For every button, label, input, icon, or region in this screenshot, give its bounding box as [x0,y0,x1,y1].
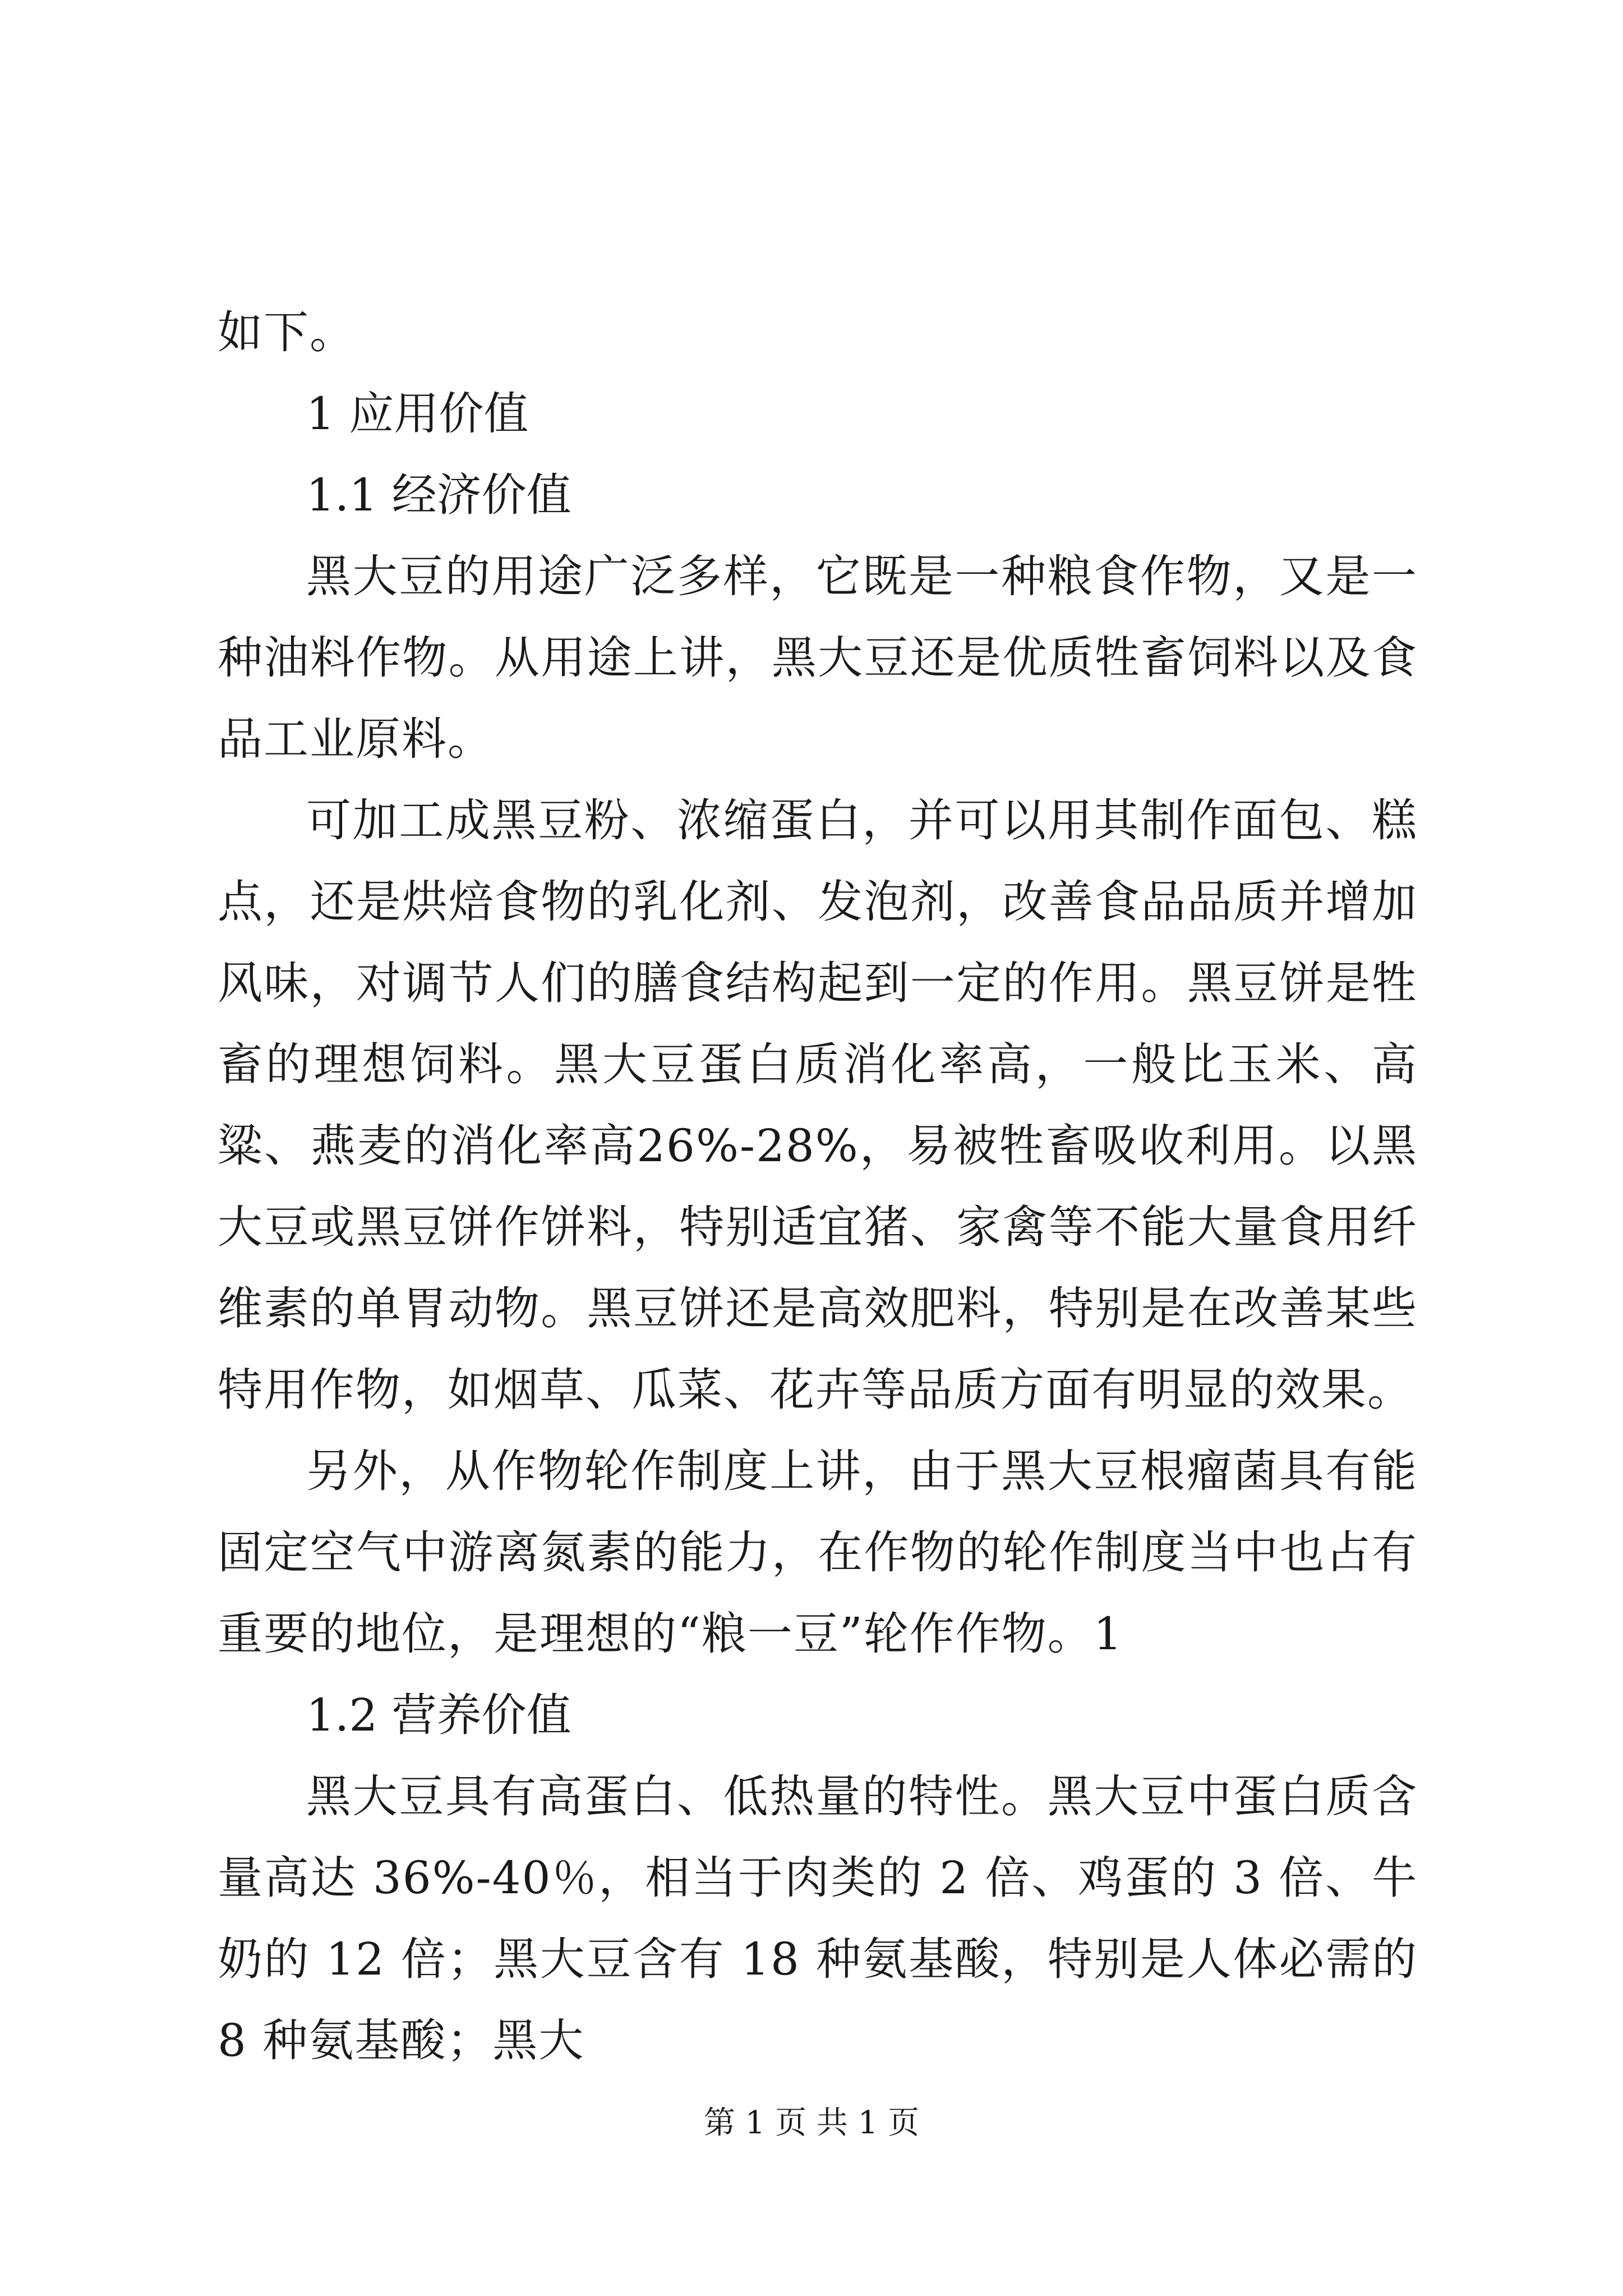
document-body [218,292,1418,2081]
paragraph-intro: 如下。 [218,306,356,358]
section-heading-application-value: 1 应用价值 [306,388,529,440]
paragraph-rotation: 另外，从作物轮作制度上讲，由于黑大豆根瘤菌具有能固定空气中游离氮素的能力，在作物的轮作制度当中也占有重要的地位，是理想的“粮一豆”轮作作物。1 [218,1445,1418,1660]
subsection-heading-nutrition-value: 1.2 营养价值 [306,1689,571,1741]
paragraph-nutrition: 黑大豆具有高蛋白、低热量的特性。黑大豆中蛋白质含量高达 36%-40％，相当于肉类的 2 倍、鸡蛋的 3 倍、牛奶的 12 倍；黑大豆含有 18 种氨基酸，特别是人体必需的 8 种氨基酸；黑大 [218,1770,1418,2067]
paragraph-uses: 黑大豆的用途广泛多样，它既是一种粮食作物，又是一种油料作物。从用途上讲，黑大豆还是优质牲畜饲料以及食品工业原料。 [218,550,1418,765]
paragraph-processing: 可加工成黑豆粉、浓缩蛋白，并可以用其制作面包、糕点，还是烘焙食物的乳化剂、发泡剂，改善食品品质并增加风味，对调节人们的膳食结构起到一定的作用。黑豆饼是牲畜的理想饲料。黑大豆蛋白质消化率高，一般比玉米、高粱、燕麦的消化率高26%-28%，易被牲畜吸收利用。以黑大豆或黑豆饼作饼料，特别适宜猪、家禽等不能大量食用纤维素的单胃动物。黑豆饼还是高效肥料，特别是在改善某些特用作物，如烟草、瓜菜、花卉等品质方面有明显的效果。 [218,794,1418,1416]
subsection-heading-economic-value: 1.1 经济价值 [306,469,571,521]
page-footer: 第 1 页 共 1 页 [703,2105,920,2141]
